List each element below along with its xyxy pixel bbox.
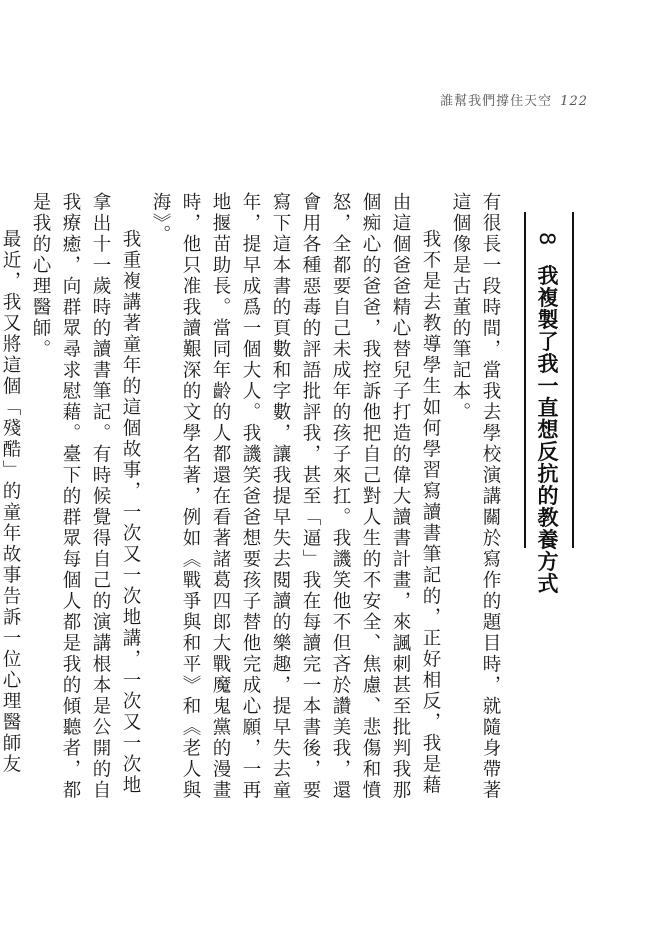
chapter-rule-right <box>572 212 574 548</box>
chapter-rule-left <box>524 212 526 548</box>
book-title: 誰幫我們撐住天空 <box>440 94 553 109</box>
paragraph-2: 我不是去教導學生如何學習寫讀書筆記的，正好相反，我是藉由這個爸爸精心替兒子打造的偉大讀書計畫，來諷刺甚至批判我那個痴心的爸爸，我控訴他把自己對人生的不安全、焦慮、悲傷和憤怒，全都要自己未成年的孩子來扛。我譏笑他不但吝於讚美我，還會用各種惡毒的評語批評我，甚至「逼」我在每讀完一本書後，要寫下這本書的頁數和字數，讓我提早失去閱讀的樂趣，提早失去童年，提早成爲一個大人。我譏笑爸爸想要孩子替他完成心願，一再地揠苗助長。當同年齡的人都還在看著諸葛四郎大戰魔鬼黨的漫畫時，他只准我讀艱深的文學名著，例如《戰爭與和平》和《老人與海》。 <box>150 192 441 801</box>
body-text <box>0 192 505 802</box>
paragraph-4: 最近，我又將這個「殘酷」的童年故事告訴一位心理醫師友 <box>0 229 21 775</box>
chapter-heading <box>530 232 564 595</box>
paragraph-1: 有很長一段時間，當我去學校演講關於寫作的題目時，就隨身帶著這個像是古董的筆記本。 <box>450 192 501 801</box>
page-number: 122 <box>560 94 588 109</box>
paragraph-3: 我重複講著童年的這個故事，一次又一次地講，一次又一次地拿出十一歲時的讀書筆記。有時候覺得自己的演講根本是公開的自我療癒，向群眾尋求慰藉。臺下的群眾每個人都是我的傾聽者，都是我的心理醫師。 <box>30 192 141 801</box>
chapter-title: 我複製了我一直想反抗的教養方式 <box>535 264 559 595</box>
running-header <box>440 90 588 109</box>
chapter-number: 8 <box>535 232 559 247</box>
